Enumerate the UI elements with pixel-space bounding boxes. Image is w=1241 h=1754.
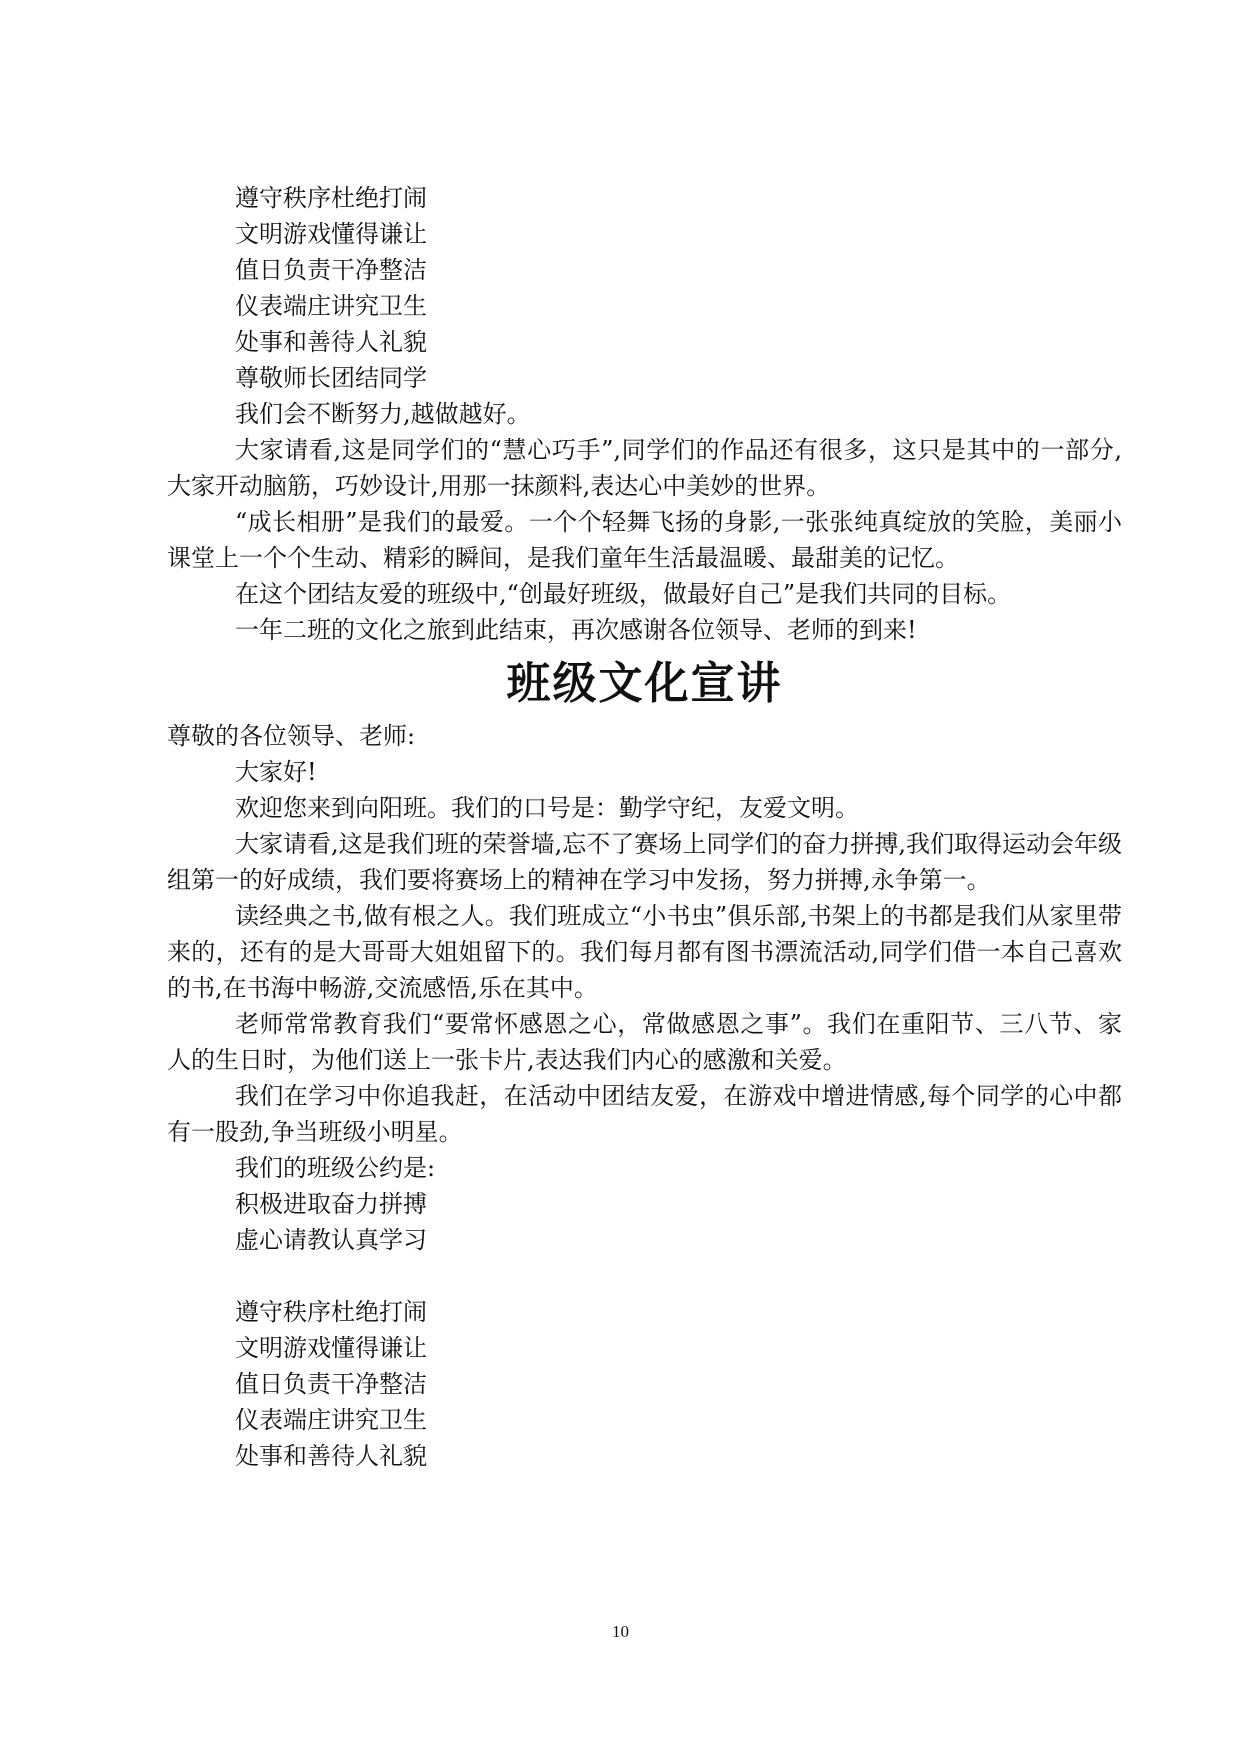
greeting: 大家好! <box>235 758 317 786</box>
convention-line: 积极进取奋力拼搏 <box>235 1190 427 1218</box>
paragraph: 我们在学习中你追我赶，在活动中团结友爱，在游戏中增进情感,每个同学的心中都有一股劲,争当班级小明星。 <box>167 1082 1122 1146</box>
convention-line: 虚心请教认真学习 <box>235 1226 427 1254</box>
paragraph: 欢迎您来到向阳班。我们的口号是：勤学守纪，友爱文明。 <box>235 794 859 822</box>
paragraph: 大家请看,这是我们班的荣誉墙,忘不了赛场上同学们的奋力拼搏,我们取得运动会年级组第一的好成绩，我们要将赛场上的精神在学习中发扬，努力拼搏,永争第一。 <box>167 830 1122 894</box>
page-body <box>167 180 1122 1474</box>
convention-line: 尊敬师长团结同学 <box>235 364 427 392</box>
convention-list-b <box>167 1294 1122 1474</box>
convention-line: 遵守秩序杜绝打闹 <box>235 184 427 212</box>
convention-line: 值日负责干净整洁 <box>235 1370 427 1398</box>
salutation: 尊敬的各位领导、老师: <box>167 722 416 750</box>
convention-line: 仪表端庄讲究卫生 <box>235 292 427 320</box>
page-number: 10 <box>612 1622 629 1641</box>
convention-line: 遵守秩序杜绝打闹 <box>235 1298 427 1326</box>
section-title: 班级文化宣讲 <box>506 658 783 709</box>
convention-line: 文明游戏懂得谦让 <box>235 220 427 248</box>
convention-line: 值日负责干净整洁 <box>235 256 427 284</box>
convention-line: 处事和善待人礼貌 <box>235 328 427 356</box>
closing-line: 我们会不断努力,越做越好。 <box>235 400 531 428</box>
blank-line <box>167 1258 1122 1294</box>
convention-line: 文明游戏懂得谦让 <box>235 1334 427 1362</box>
convention-list-a <box>167 1186 1122 1258</box>
paragraph: 大家请看,这是同学们的“慧心巧手”,同学们的作品还有很多，这只是其中的一部分,大家开动脑筋，巧妙设计,用那一抹颜料,表达心中美妙的世界。 <box>167 436 1122 500</box>
convention-intro: 我们的班级公约是: <box>235 1154 436 1182</box>
paragraph: 老师常常教育我们“要常怀感恩之心，常做感恩之事”。我们在重阳节、三八节、家人的生日时，为他们送上一张卡片,表达我们内心的感激和关爱。 <box>167 1010 1122 1074</box>
paragraph: “成长相册”是我们的最爱。一个个轻舞飞扬的身影,一张张纯真绽放的笑脸，美丽小课堂上一个个生动、精彩的瞬间，是我们童年生活最温暖、最甜美的记忆。 <box>167 508 1122 572</box>
paragraph: 读经典之书,做有根之人。我们班成立“小书虫”俱乐部,书架上的书都是我们从家里带来的，还有的是大哥哥大姐姐留下的。我们每月都有图书漂流活动,同学们借一本自己喜欢的书,在书海中畅游,交流感悟,乐在其中。 <box>167 902 1122 1002</box>
paragraph: 一年二班的文化之旅到此结束，再次感谢各位领导、老师的到来! <box>235 616 917 644</box>
top-convention-list <box>167 180 1122 396</box>
convention-line: 处事和善待人礼貌 <box>235 1442 427 1470</box>
paragraph: 在这个团结友爱的班级中,“创最好班级，做最好自己”是我们共同的目标。 <box>235 580 1012 608</box>
convention-line: 仪表端庄讲究卫生 <box>235 1406 427 1434</box>
